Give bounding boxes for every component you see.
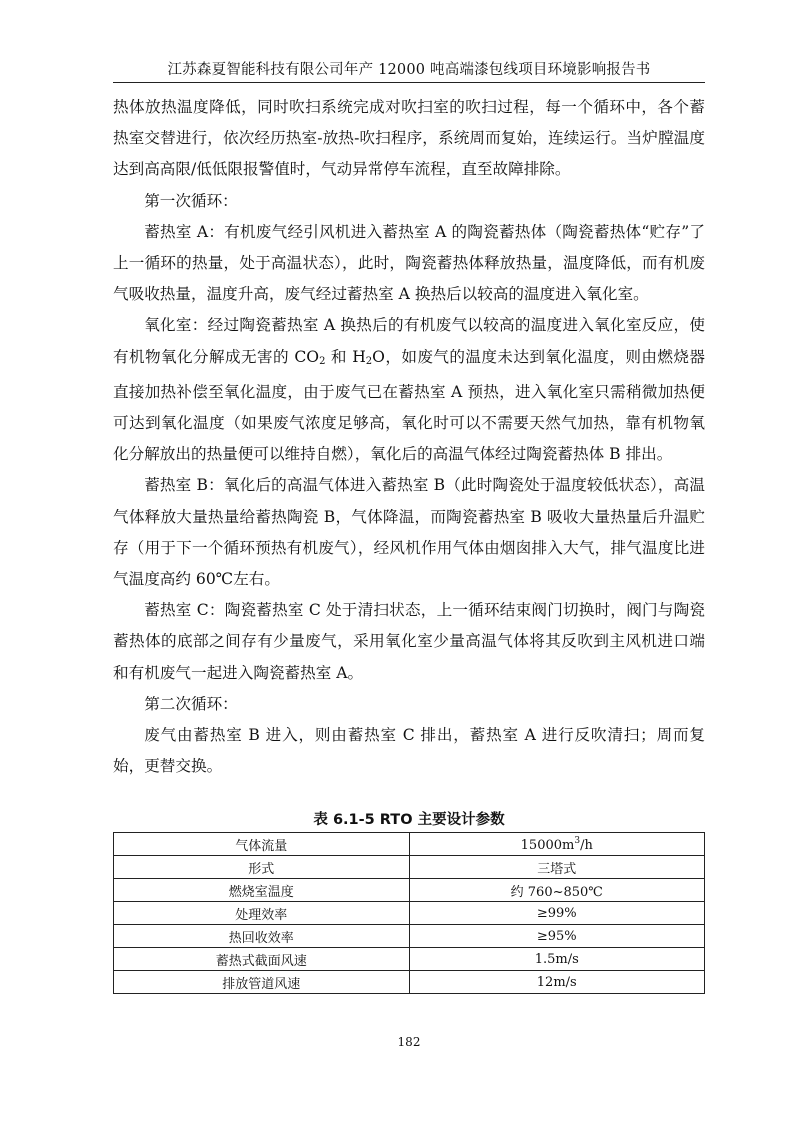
param-name: 蓄热式截面风速	[114, 948, 410, 971]
table-row	[114, 948, 705, 971]
param-name: 形式	[114, 856, 410, 879]
param-value: 1.5m/s	[409, 948, 705, 971]
table-row	[114, 902, 705, 925]
header-divider	[113, 82, 705, 83]
table-row	[114, 833, 705, 856]
param-value: 12m/s	[409, 971, 705, 994]
paragraph-second-cycle-heading: 第二次循环：	[144, 694, 238, 713]
paragraph-first-cycle-heading: 第一次循环：	[144, 191, 238, 210]
page-number: 182	[397, 1035, 421, 1049]
param-name: 燃烧室温度	[114, 879, 410, 902]
param-value: 约 760~850℃	[409, 879, 705, 902]
paragraph-second-cycle: 废气由蓄热室 B 进入，则由蓄热室 C 排出，蓄热室 A 进行反吹清扫；周而复始，更替交换。	[113, 726, 705, 776]
rto-parameter-table	[113, 832, 705, 994]
param-name: 热回收效率	[114, 925, 410, 948]
oxidation-text-1: 氧化室：经过陶瓷蓄热室 A 换热后的有机废气以较高的温度进入氧化室反应，使有机物氧化分解成无害的 CO	[113, 316, 705, 366]
co2-subscript: 2	[319, 355, 326, 367]
document-body	[113, 92, 705, 782]
table-row	[114, 879, 705, 902]
table-row	[114, 856, 705, 879]
oxidation-text-3: O，如废气的温度未达到氧化温度，则由燃烧器直接加热补偿至氧化温度，由于废气已在蓄热室 A 预热，进入氧化室只需稍微加热便可达到氧化温度（如果废气浓度足够高，氧化时可以不需要天然气加热，靠有机物氧化分解放出的热量便可以维持自燃），氧化后的高温气体经过陶瓷蓄热体 B 排出。	[113, 347, 705, 464]
page-header: 江苏森夏智能科技有限公司年产 12000 吨高端漆包线项目环境影响报告书	[167, 62, 651, 78]
h2o-subscript: 2	[365, 355, 373, 367]
value-tail: /h	[580, 837, 593, 853]
param-name: 处理效率	[114, 902, 410, 925]
paragraph-continuation: 热体放热温度降低，同时吹扫系统完成对吹扫室的吹扫过程，每一个循环中，各个蓄热室交替进行，依次经历热室-放热-吹扫程序，系统周而复始，连续运行。当炉膛温度达到高高限/低低限报警值时，气动异常停车流程，直至故障排除。	[113, 98, 705, 179]
oxidation-text-2: 和 H	[325, 347, 366, 366]
paragraph-chamber-c: 蓄热室 C：陶瓷蓄热室 C 处于清扫状态，上一循环结束阀门切换时，阀门与陶瓷蓄热体的底部之间存有少量废气，采用氧化室少量高温气体将其反吹到主风机进口端和有机废气一起进入陶瓷蓄热室 A。	[113, 601, 705, 682]
param-value: 三塔式	[409, 856, 705, 879]
param-value: ≥95%	[409, 925, 705, 948]
param-name: 排放管道风速	[114, 971, 410, 994]
value-main: 15000m	[520, 837, 575, 853]
table-caption: 表 6.1-5 RTO 主要设计参数	[313, 812, 505, 828]
param-value: ≥99%	[409, 902, 705, 925]
paragraph-oxidation-chamber	[113, 310, 705, 470]
param-name: 气体流量	[114, 833, 410, 856]
param-value	[409, 833, 705, 856]
table-row	[114, 971, 705, 994]
paragraph-chamber-b: 蓄热室 B：氧化后的高温气体进入蓄热室 B（此时陶瓷处于温度较低状态），高温气体释放大量热量给蓄热陶瓷 B，气体降温，而陶瓷蓄热室 B 吸收大量热量后升温贮存（用于下一个循环预热有机废气），经风机作用气体由烟囱排入大气，排气温度比进气温度高约 60℃左右。	[113, 476, 705, 589]
table-row	[114, 925, 705, 948]
value-superscript: 3	[574, 835, 581, 846]
paragraph-chamber-a: 蓄热室 A：有机废气经引风机进入蓄热室 A 的陶瓷蓄热体（陶瓷蓄热体“贮存”了上一循环的热量，处于高温状态），此时，陶瓷蓄热体释放热量，温度降低，而有机废气吸收热量，温度升高，废气经过蓄热室 A 换热后以较高的温度进入氧化室。	[113, 222, 705, 304]
